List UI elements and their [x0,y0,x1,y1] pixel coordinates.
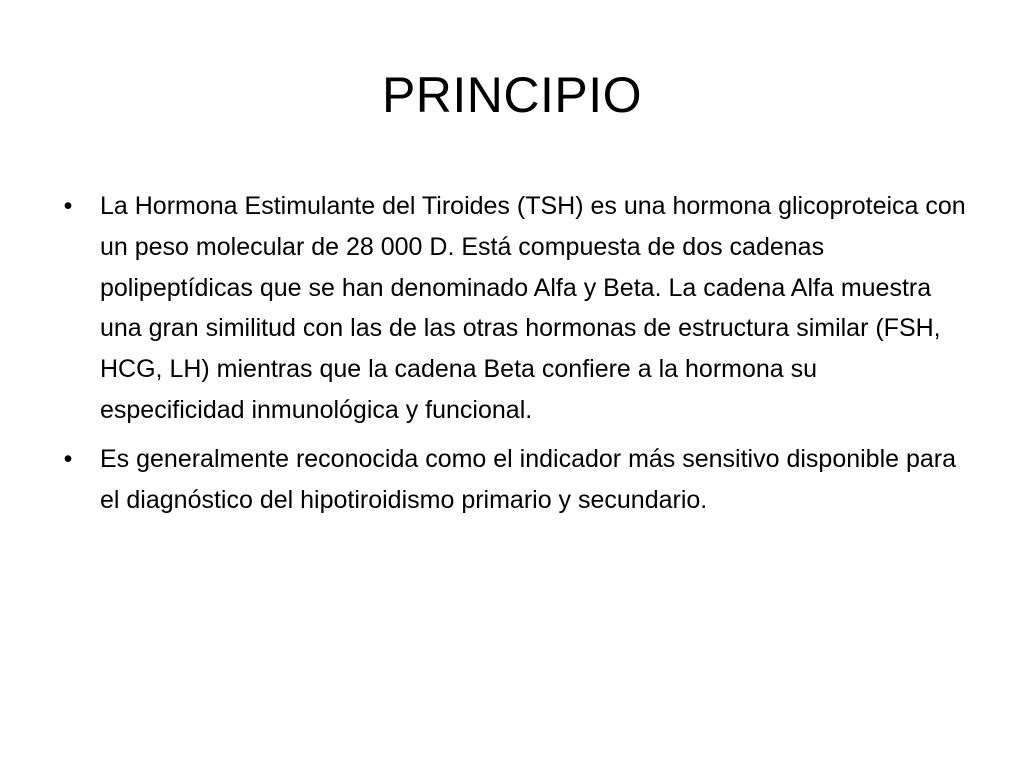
bullet-item [58,439,968,521]
bullet-text: La Hormona Estimulante del Tiroides (TSH) es una hormona glicoproteica con un peso molecular de 28 000 D. Está compuesta de dos cadenas polipeptídicas que se han denominado Alfa y Beta. La cadena Alfa muestra una gran similitud con las de las otras hormonas de estructura similar (FSH, HCG, LH) mientras que la cadena Beta confiere a la hormona su especificidad inmunológica y funcional. [100,192,966,424]
bullet-item [58,186,968,431]
bullet-dot-icon: • [63,444,73,473]
bullet-dot-icon: • [63,192,73,220]
bullet-list [58,186,968,528]
slide-title: PRINCIPIO [381,67,643,123]
bullet-text: Es generalmente reconocida como el indicador más sensitivo disponible para el diagnóstico del hipotiroidismo primario y secundario. [100,444,957,514]
